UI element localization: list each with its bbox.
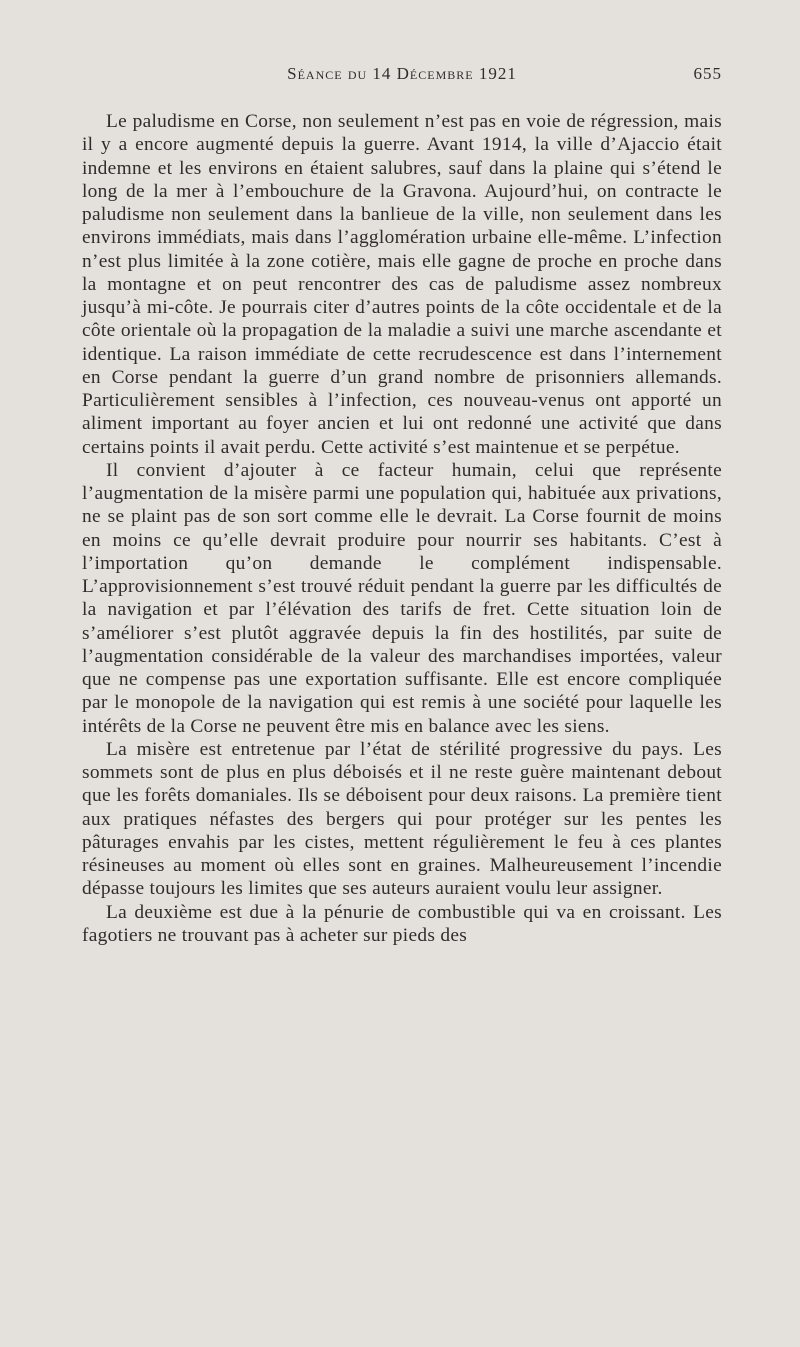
header-title: Séance du 14 Décembre 1921 — [287, 64, 517, 83]
page-number: 655 — [693, 64, 722, 83]
paragraph-2: Il convient d’ajouter à ce facteur humain, celui que représente l’augmentation de la misère parmi une population qui, habituée aux privations, ne se plaint pas de son sort comme elle le devrait. La Corse fournit de moins en moins ce qu’elle devrait produire pour nourrir ses habitants. C’est à l’importation qu’on demande le complément indispensable. L’approvisionnement s’est trouvé réduit pendant la guerre par les difficultés de la navigation et par l’élévation des tarifs de fret. Cette situation loin de s’améliorer s’est plutôt aggravée depuis la fin des hostilités, par suite de l’augmentation considérable de la valeur des marchandises importées, valeur que ne compense pas une exportation suffisante. Elle est encore compliquée par le monopole de la navigation qui est remis à une société pour laquelle les intérêts de la Corse ne peuvent être mis en balance avec les siens. — [82, 459, 722, 737]
paragraph-1: Le paludisme en Corse, non seulement n’est pas en voie de régression, mais il y a encore augmenté depuis la guerre. Avant 1914, la ville d’Ajaccio était indemne et les environs en étaient salubres, sauf dans la plaine qui s’étend le long de la mer à l’embouchure de la Gravona. Aujourd’hui, on contracte le paludisme non seulement dans la banlieue de la ville, non seulement dans les environs immédiats, mais dans l’agglomération urbaine elle-même. L’infection n’est plus limitée à la zone cotière, mais elle gagne de proche en proche dans la montagne et on peut rencontrer des cas de paludisme assez nombreux jusqu’à mi-côte. Je pourrais citer d’autres points de la côte occidentale et de la côte orientale où la propagation de la maladie a suivi une marche ascendante et identique. La raison immédiate de cette recrudescence est dans l’internement en Corse pendant la guerre d’un grand nombre de prisonniers allemands. Particulièrement sensibles à l’infection, ces nouveau-venus ont apporté un aliment important au foyer ancien et lui ont redonné une activité que dans certains points il avait perdu. Cette activité s’est maintenue et se perpétue. — [82, 111, 722, 458]
running-header — [82, 64, 722, 88]
paragraph-3: La misère est entretenue par l’état de stérilité progressive du pays. Les sommets sont de plus en plus déboisés et il ne reste guère maintenant debout que les forêts domaniales. Ils se déboisent pour deux raisons. La première tient aux pratiques néfastes des bergers qui pour protéger sur les pentes les pâturages envahis par les cistes, mettent régulièrement le feu à ces plantes résineuses au moment où elles sont en graines. Malheureusement l’incendie dépasse toujours les limites que ses auteurs auraient voulu leur assigner. — [82, 738, 722, 900]
body-text — [82, 110, 722, 947]
paragraph-4: La deuxième est due à la pénurie de combustible qui va en croissant. Les fagotiers ne trouvant pas à acheter sur pieds des — [82, 901, 722, 946]
